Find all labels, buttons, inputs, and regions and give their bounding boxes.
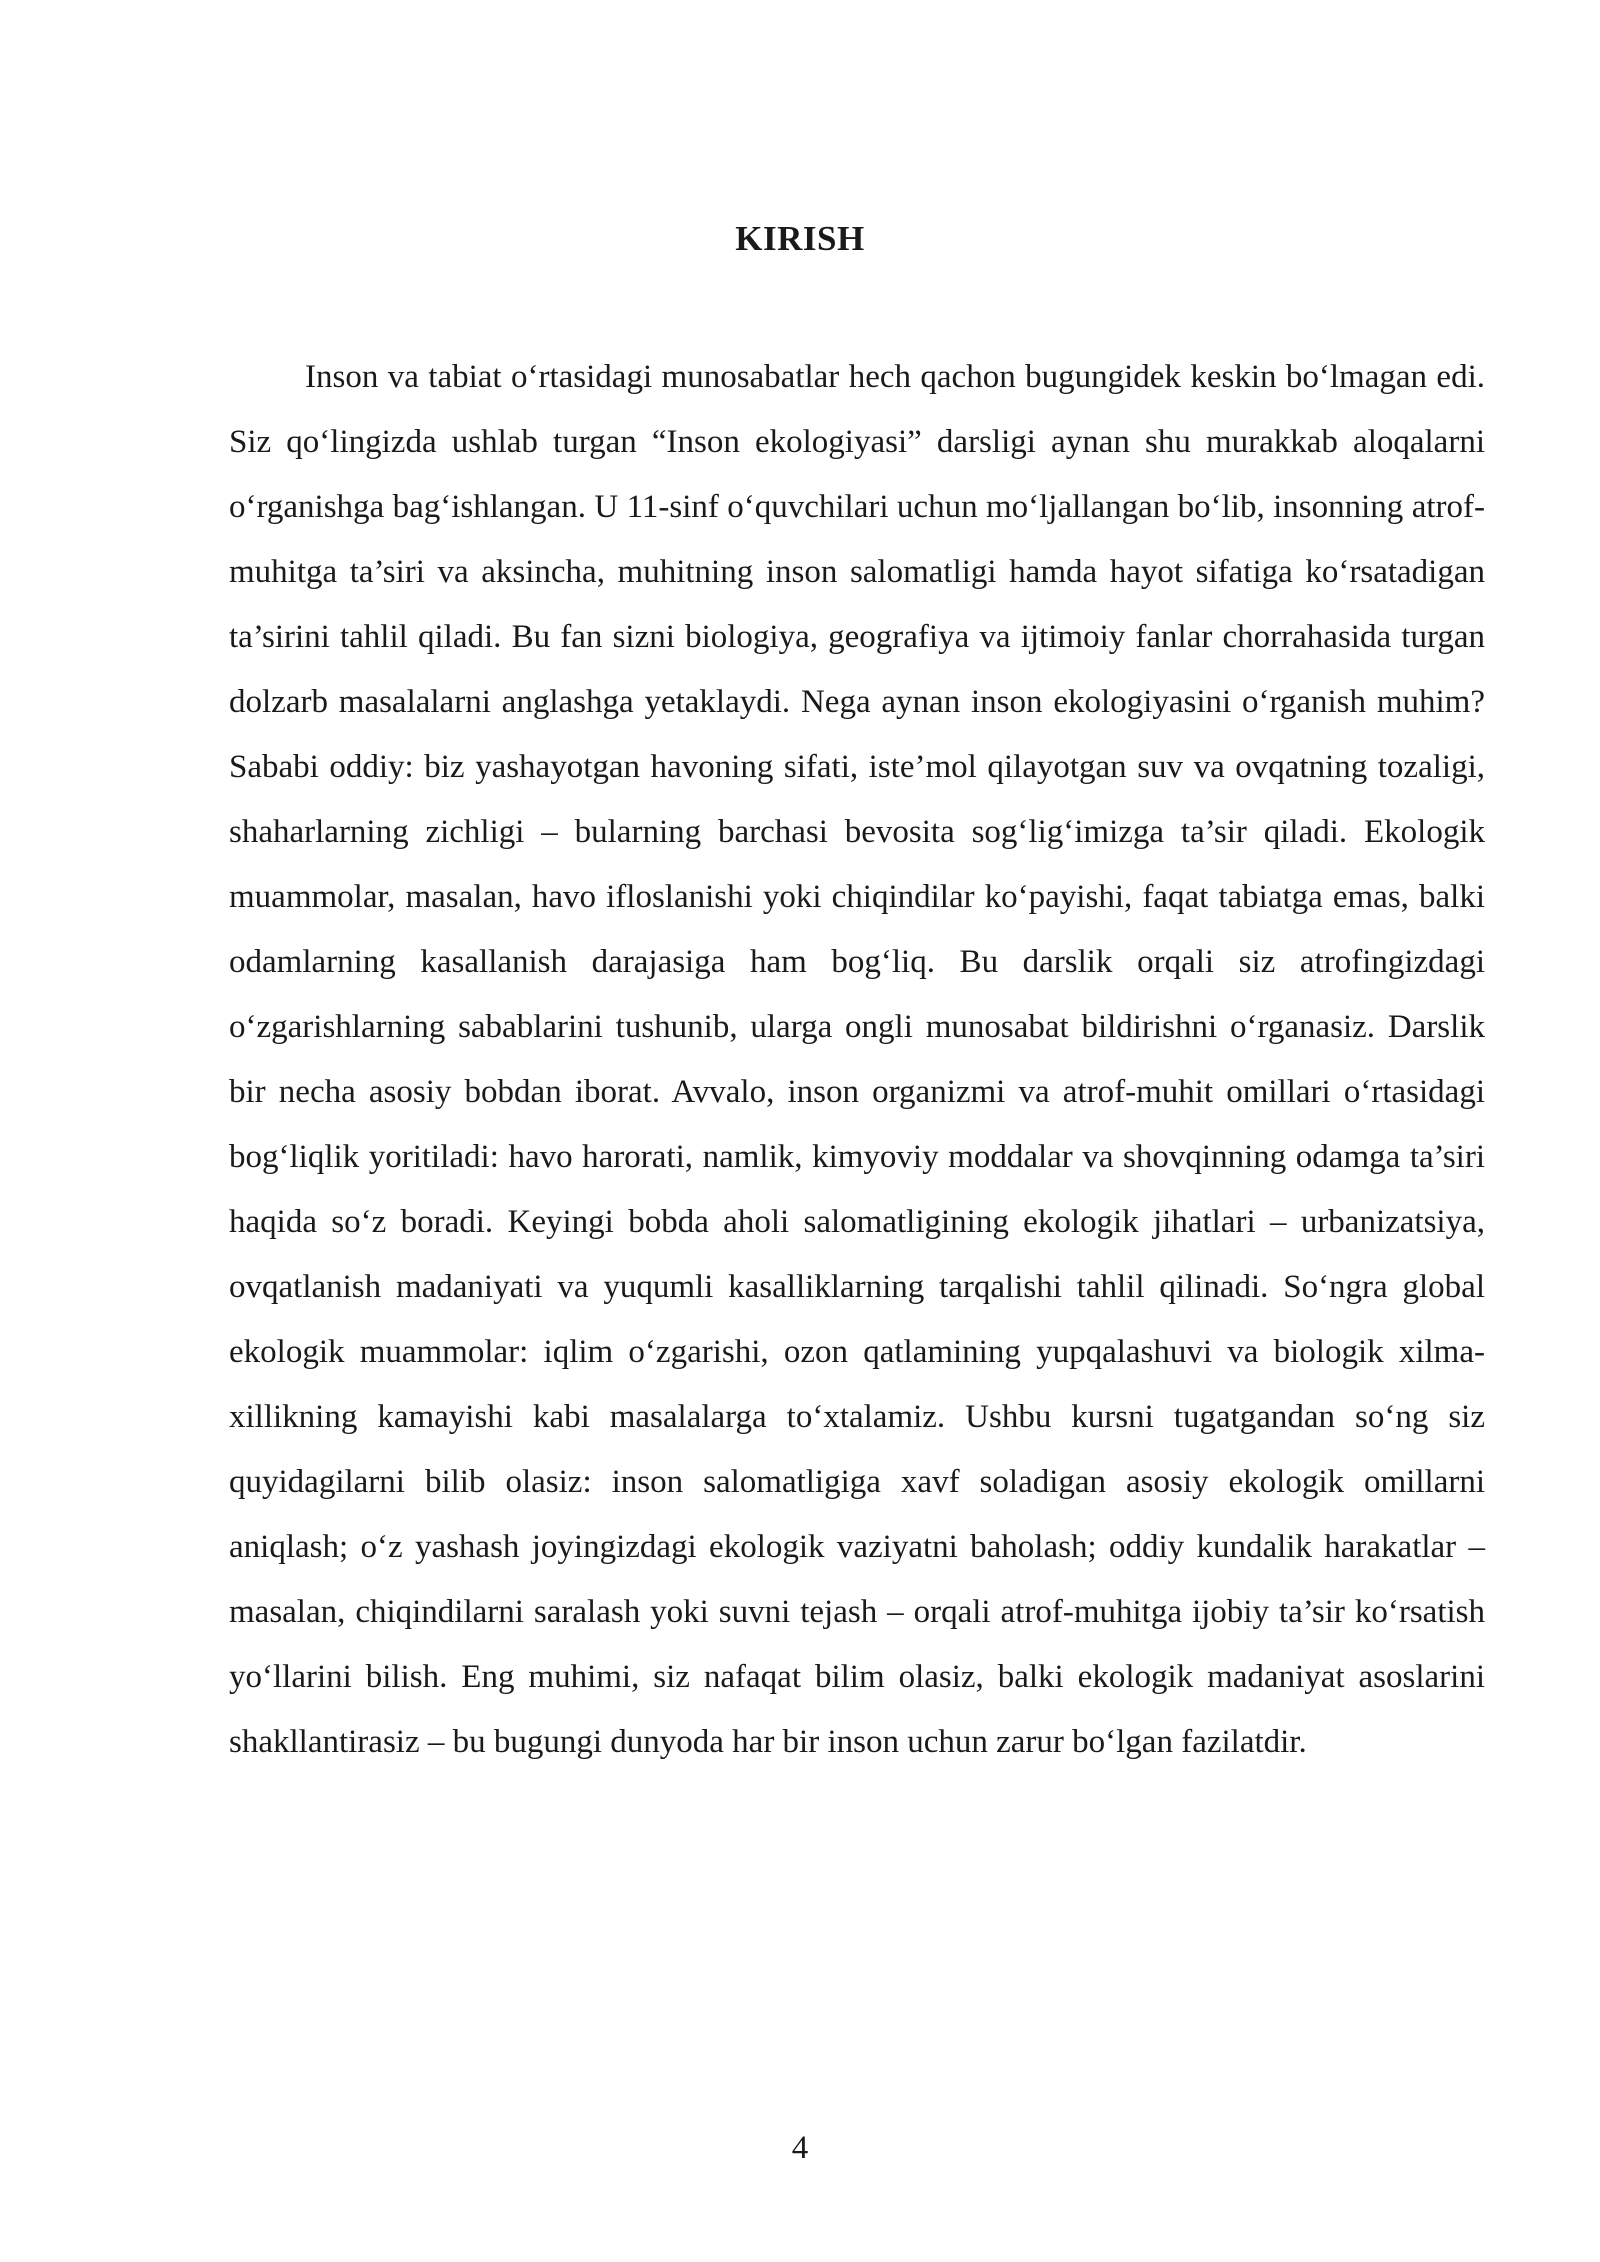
page-title: KIRISH: [735, 219, 865, 258]
intro-paragraph: Inson va tabiat o‘rtasidagi munosabatlar hech qachon bugungidek keskin bo‘lmagan edi. Siz qo‘lingizda ushlab turgan “Inson ekologiyasi” darsligi aynan shu murakkab aloqalarni o‘rganishga bag‘ishlangan. U 11-sinf o‘quvchilari uchun mo‘ljallangan bo‘lib, insonning atrof-muhitga ta’siri va aksincha, muhitning inson salomatligi hamda hayot sifatiga ko‘rsatadigan ta’sirini tahlil qiladi. Bu fan sizni biologiya, geografiya va ijtimoiy fanlar chorrahasida turgan dolzarb masalalarni anglashga yetaklaydi. Nega aynan inson ekologiyasini o‘rganish muhim? Sababi oddiy: biz yashayotgan havoning sifati, iste’mol qilayotgan suv va ovqatning tozaligi, shaharlarning zichligi – bularning barchasi bevosita sog‘lig‘imizga ta’sir qiladi. Ekologik muammolar, masalan, havo ifloslanishi yoki chiqindilar ko‘payishi, faqat tabiatga emas, balki odamlarning kasallanish darajasiga ham bog‘liq. Bu darslik orqali siz atrofingizdagi o‘zgarishlarning sabablarini tushunib, ularga ongli munosabat bildirishni o‘rganasiz. Darslik bir necha asosiy bobdan iborat. Avvalo, inson organizmi va atrof-muhit omillari o‘rtasidagi bog‘liqlik yoritiladi: havo harorati, namlik, kimyoviy moddalar va shovqinning odamga ta’siri haqida so‘z boradi. Keyingi bobda aholi salomatligining ekologik jihatlari – urbanizatsiya, ovqatlanish madaniyati va yuqumli kasalliklarning tarqalishi tahlil qilinadi. So‘ngra global ekologik muammolar: iqlim o‘zgarishi, ozon qatlamining yupqalashuvi va biologik xilma-xillikning kamayishi kabi masalalarga to‘xtalamiz. Ushbu kursni tugatgandan so‘ng siz quyidagilarni bilib olasiz: inson salomatligiga xavf soladigan asosiy ekologik omillarni aniqlash; o‘z yashash joyingizdagi ekologik vaziyatni baholash; oddiy kundalik harakatlar – masalan, chiqindilarni saralash yoki suvni tejash – orqali atrof-muhitga ijobiy ta’sir ko‘rsatish yo‘llarini bilish. Eng muhimi, siz nafaqat bilim olasiz, balki ekologik madaniyat asoslarini shakllantirasiz – bu bugungi dunyoda har bir inson uchun zarur bo‘lgan fazilatdir.: [229, 359, 1485, 1760]
page-number: 4: [791, 2130, 809, 2166]
